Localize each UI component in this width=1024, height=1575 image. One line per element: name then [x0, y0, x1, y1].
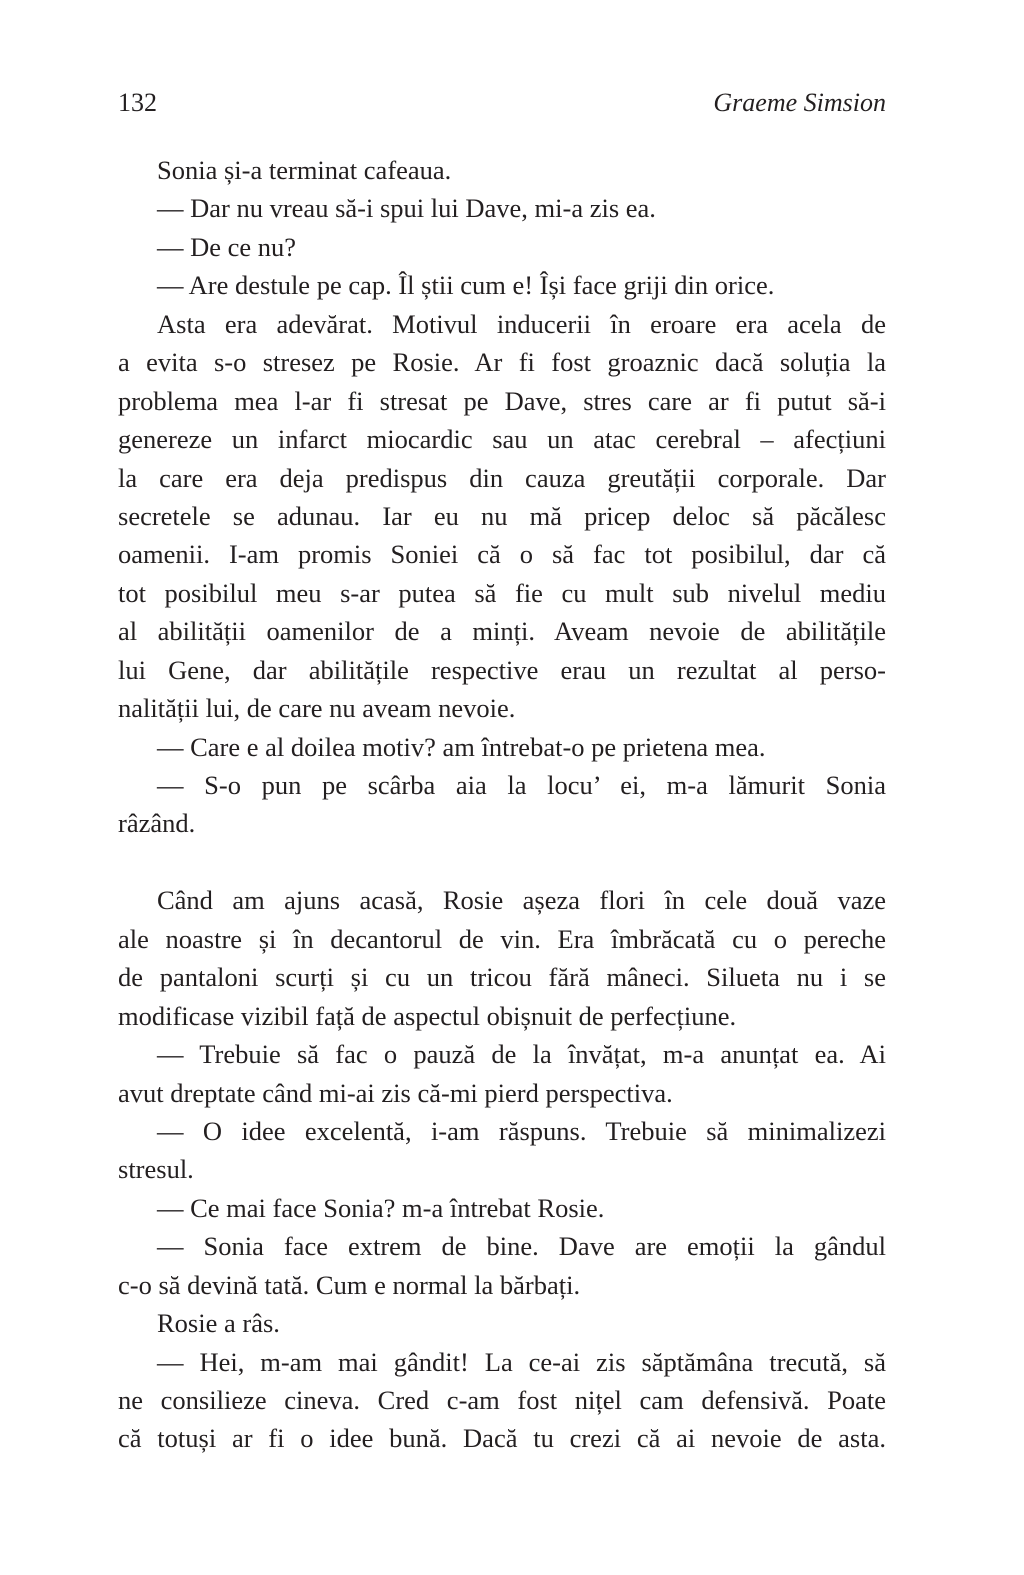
running-head-author: Graeme Simsion: [713, 88, 886, 117]
text-line: stresul.: [118, 1154, 194, 1185]
text-line: — Dar nu vreau să-i spui lui Dave, mi-a zis ea.: [157, 193, 656, 224]
text-line: al abilității oamenilor de a minți. Aveam nevoie de abilitățile: [118, 616, 886, 647]
text-line: la care era deja predispus din cauza greutății corporale. Dar: [118, 462, 886, 493]
text-line: — De ce nu?: [157, 231, 297, 262]
text-line: a evita s-o stresez pe Rosie. Ar fi fost groaznic dacă soluția la: [118, 347, 886, 378]
text-line: — Care e al doilea motiv? am întrebat-o pe prietena mea.: [157, 731, 766, 762]
text-line: secretele se adunau. Iar eu nu mă pricep deloc să păcălesc: [118, 500, 886, 531]
text-line: modificase vizibil față de aspectul obișnuit de perfecțiune.: [118, 1000, 737, 1031]
text-line: avut dreptate când mi-ai zis că-mi pierd perspectiva.: [118, 1077, 673, 1108]
text-line: — O idee excelentă, i-am răspuns. Trebuie să minimalizezi: [157, 1115, 886, 1146]
text-line: de pantaloni scurți și cu un tricou fără mâneci. Silueta nu i se: [118, 962, 886, 993]
text-line: râzând.: [118, 808, 196, 839]
text-line: genereze un infarct miocardic sau un atac cerebral – afecțiuni: [118, 424, 886, 455]
text-line: oamenii. I-am promis Soniei că o să fac tot posibilul, dar că: [118, 539, 886, 570]
text-line: Asta era adevărat. Motivul inducerii în eroare era acela de: [157, 308, 886, 339]
text-line: — Sonia face extrem de bine. Dave are emoții la gândul: [157, 1231, 886, 1262]
text-line: ne consilieze cineva. Cred c-am fost nițel cam defensivă. Poate: [118, 1385, 886, 1415]
text-line: c-o să devină tată. Cum e normal la bărbați.: [118, 1269, 581, 1300]
text-line: — Trebuie să fac o pauză de la învățat, m-a anunțat ea. Ai: [157, 1039, 886, 1070]
text-line: Când am ajuns acasă, Rosie așeza flori în cele două vaze: [157, 885, 886, 916]
page-header: [118, 88, 886, 126]
text-line: problema mea l-ar fi stresat pe Dave, stres care ar fi putut să-i: [118, 385, 886, 416]
text-line: Rosie a râs.: [157, 1308, 280, 1339]
page-number: 132: [118, 88, 157, 117]
text-line: nalității lui, de care nu aveam nevoie.: [118, 693, 516, 724]
text-line: — Ce mai face Sonia? m-a întrebat Rosie.: [157, 1192, 605, 1223]
text-line: ale noastre și în decantorul de vin. Era îmbrăcată cu o pereche: [118, 923, 886, 954]
text-line: tot posibilul meu s-ar putea să fie cu mult sub nivelul mediu: [118, 577, 886, 608]
text-line: că totuși ar fi o idee bună. Dacă tu crezi că ai nevoie de asta.: [118, 1423, 886, 1454]
body-text: [118, 151, 886, 1458]
text-line: — Are destule pe cap. Îl știi cum e! Își face griji din orice.: [157, 270, 775, 301]
text-line: — S-o pun pe scârba aia la locu’ ei, m-a lămurit Sonia: [157, 770, 886, 800]
text-line: lui Gene, dar abilitățile respective erau un rezultat al perso-: [118, 654, 886, 685]
text-line: — Hei, m-am mai gândit! La ce-ai zis săptămâna trecută, să: [157, 1346, 886, 1377]
text-line: Sonia și-a terminat cafeaua.: [157, 155, 452, 185]
